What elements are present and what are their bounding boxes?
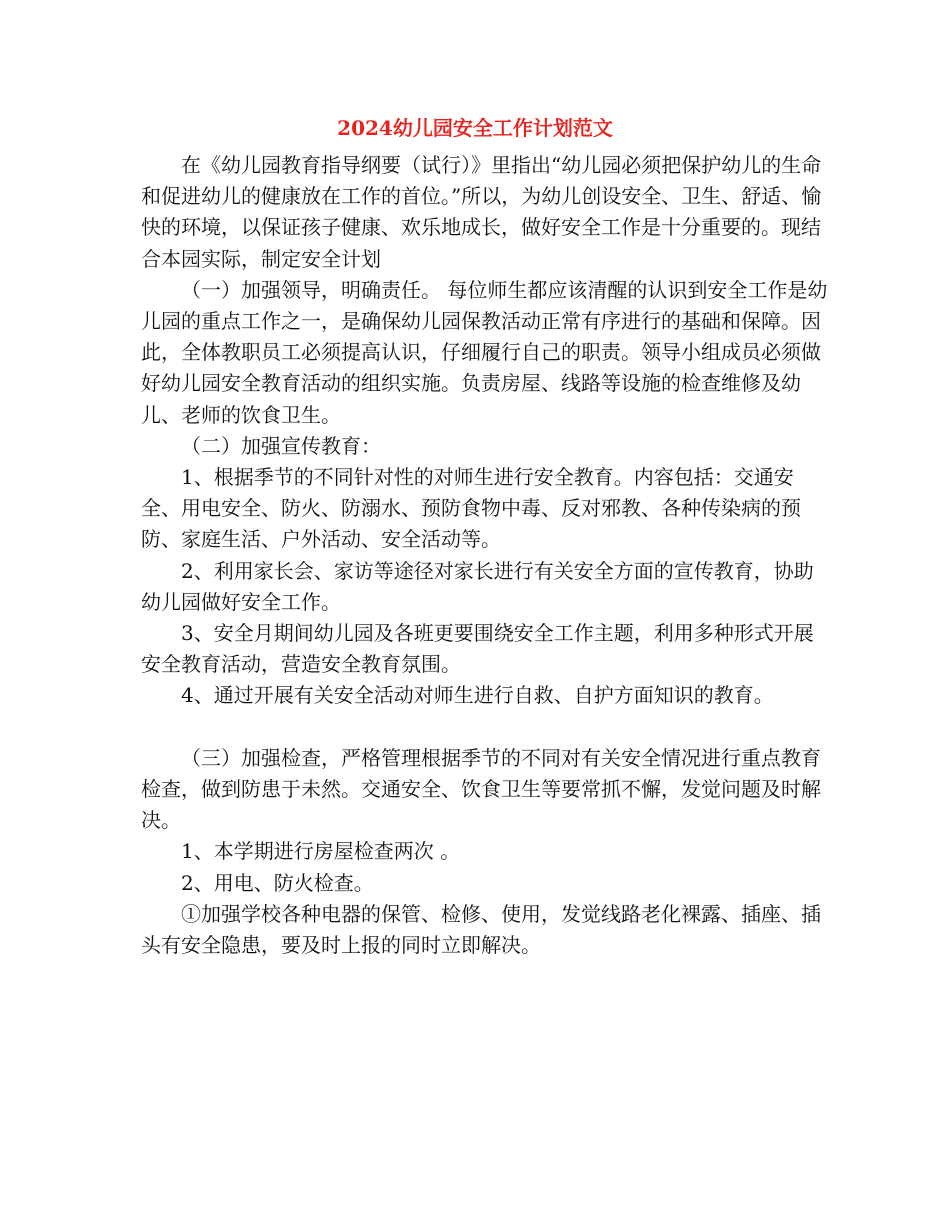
paragraph-gap	[141, 712, 831, 743]
paragraph-check-2: 2、用电、防火检查。	[181, 870, 374, 895]
document-body	[141, 150, 831, 961]
paragraph-check-2-detail: ①加强学校各种电器的保管、检修、使用，发觉线路老化裸露、插座、插头有安全隐患，要及时上报的同时立即解决。	[141, 901, 821, 958]
paragraph-item-1: 1、根据季节的不同针对性的对师生进行安全教育。内容包括：交通安全、用电安全、防火、防溺水、预防食物中毒、反对邪教、各种传染病的预防、家庭生活、户外活动、安全活动等。	[141, 465, 801, 552]
paragraph-item-2: 2、利用家长会、家访等途径对家长进行有关安全方面的宣传教育，协助幼儿园做好安全工作。	[141, 558, 814, 614]
document-title: 2024幼儿园安全工作计划范文	[337, 116, 613, 140]
paragraph-item-3: 3、安全月期间幼儿园及各班更要围绕安全工作主题，利用多种形式开展安全教育活动，营造安全教育氛围。	[141, 621, 814, 677]
paragraph-section-1: （一）加强领导，明确责任。 每位师生都应该清醒的认识到安全工作是幼儿园的重点工作之一，是确保幼儿园保教活动正常有序进行的基础和保障。因此，全体教职员工必须提高认识，仔细履行自己的职责。领导小组成员必须做好幼儿园安全教育活动的组织实施。负责房屋、线路等设施的检查维修及幼儿、老师的饮食卫生。	[141, 277, 828, 427]
paragraph-intro: 在《幼儿园教育指导纲要（试行）》里指出“幼儿园必须把保护幼儿的生命和促进幼儿的健康放在工作的首位。”所以，为幼儿创设安全、卫生、舒适、愉快的环境，以保证孩子健康、欢乐地成长，做好安全工作是十分重要的。现结合本园实际，制定安全计划	[141, 153, 822, 271]
paragraph-section-3: （三）加强检查，严格管理根据季节的不同对有关安全情况进行重点教育检查，做到防患于未然。交通安全、饮食卫生等要常抓不懈，发觉问题及时解决。	[141, 745, 821, 833]
paragraph-check-1: 1、本学期进行房屋检查两次 。	[181, 839, 461, 864]
paragraph-item-4: 4、通过开展有关安全活动对师生进行自救、自护方面知识的教育。	[181, 683, 774, 708]
paragraph-section-2-heading: （二）加强宣传教育：	[181, 433, 381, 458]
